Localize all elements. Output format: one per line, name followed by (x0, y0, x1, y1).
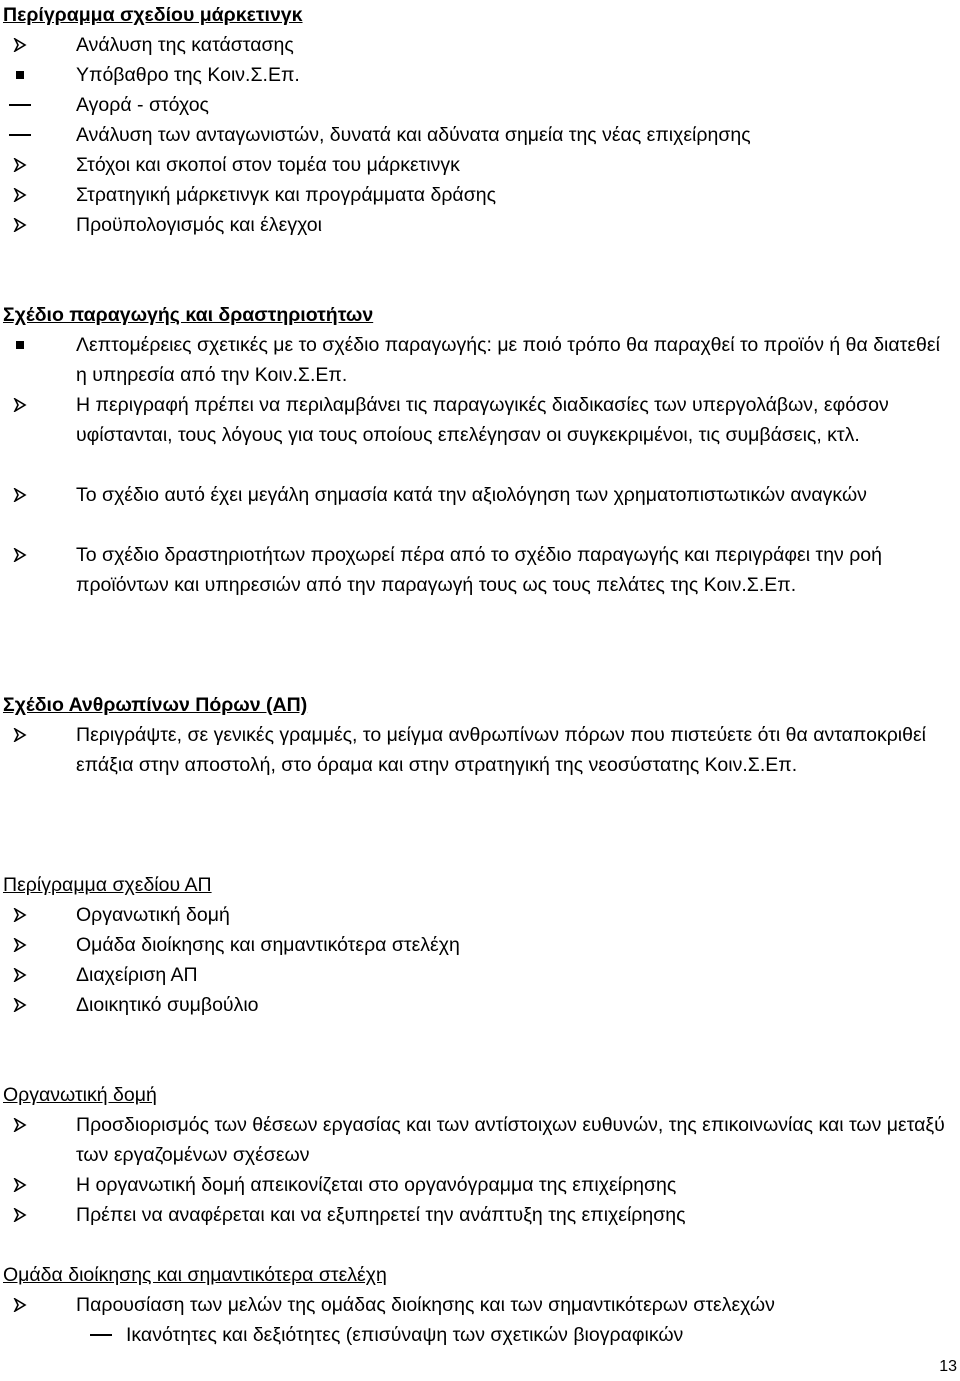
list-item-text: Η οργανωτική δομή απεικονίζεται στο οργανόγραμμα της επιχείρησης (76, 1174, 677, 1196)
arrow-bullet-icon (0, 900, 40, 930)
list-item (76, 960, 956, 990)
list-item (76, 540, 956, 600)
list-item (76, 1290, 956, 1320)
list-item-text: Στρατηγική μάρκετινγκ και προγράμματα δράσης (76, 184, 496, 206)
list-item-text: Διαχείριση ΑΠ (76, 964, 198, 986)
arrow-bullet-icon (0, 960, 40, 990)
list-item (76, 1200, 956, 1230)
list-item-text: Ανάλυση των ανταγωνιστών, δυνατά και αδύνατα σημεία της νέας επιχείρησης (76, 124, 751, 146)
list-item (76, 1170, 956, 1200)
square-bullet-icon (0, 60, 40, 90)
list-item-text: Υπόβαθρο της Κοιν.Σ.Επ. (76, 64, 300, 86)
list-item (76, 1110, 956, 1170)
list-item (76, 210, 956, 240)
list-item-sub (126, 1320, 956, 1350)
arrow-bullet-icon (0, 480, 40, 510)
list-item-text: Το σχέδιο αυτό έχει μεγάλη σημασία κατά την αξιολόγηση των χρηματοπιστωτικών αναγκών (76, 484, 867, 506)
list-item-text: Αγορά - στόχος (76, 94, 209, 116)
list-item-text: Οργανωτική δομή (76, 904, 230, 926)
arrow-bullet-icon (0, 1200, 40, 1230)
arrow-bullet-icon (0, 930, 40, 960)
list-item-text: Το σχέδιο δραστηριοτήτων προχωρεί πέρα από το σχέδιο παραγωγής και περιγράφει την ροή προϊόντων και υπηρεσιών από την παραγωγή τους ως τους πελάτες της Κοιν.Σ.Επ. (76, 544, 882, 596)
list-item (76, 30, 956, 60)
list-item-text: Ανάλυση της κατάστασης (76, 34, 294, 56)
arrow-bullet-icon (0, 720, 40, 750)
section-heading-marketing-outline: Περίγραμμα σχεδίου μάρκετινγκ (3, 4, 303, 26)
list-item (76, 180, 956, 210)
section-heading-org-structure: Οργανωτική δομή (3, 1084, 157, 1106)
arrow-bullet-icon (0, 1110, 40, 1140)
arrow-bullet-icon (0, 1170, 40, 1200)
section-heading-hr-outline: Περίγραμμα σχεδίου ΑΠ (3, 874, 212, 896)
list-item-text: Προϋπολογισμός και έλεγχοι (76, 214, 322, 236)
section-heading-hr-plan: Σχέδιο Ανθρωπίνων Πόρων (ΑΠ) (3, 694, 308, 716)
arrow-bullet-icon (0, 540, 40, 570)
list-item (76, 990, 956, 1020)
list-item (76, 720, 956, 780)
list-item-text: Περιγράψτε, σε γενικές γραμμές, το μείγμα ανθρωπίνων πόρων που πιστεύετε ότι θα ανταποκριθεί επάξια στην αποστολή, στο όραμα και στην στρατηγική της νεοσύστατης Κοιν.Σ.Επ. (76, 724, 926, 776)
list-item-text: Ικανότητες και δεξιότητες (επισύναψη των σχετικών βιογραφικών (126, 1324, 684, 1346)
list-item (76, 330, 956, 390)
list-item (76, 480, 956, 510)
arrow-bullet-icon (0, 390, 40, 420)
arrow-bullet-icon (0, 30, 40, 60)
list-item (76, 120, 956, 150)
list-item-text: Ομάδα διοίκησης και σημαντικότερα στελέχη (76, 934, 460, 956)
list-item-text: Παρουσίαση των μελών της ομάδας διοίκησης και των σημαντικότερων στελεχών (76, 1294, 775, 1316)
arrow-bullet-icon (0, 150, 40, 180)
page-number: 13 (939, 1358, 957, 1375)
arrow-bullet-icon (0, 990, 40, 1020)
section-heading-production-plan: Σχέδιο παραγωγής και δραστηριοτήτων (3, 304, 374, 326)
dash-bullet-icon (0, 90, 40, 120)
list-item-text: Η περιγραφή πρέπει να περιλαμβάνει τις παραγωγικές διαδικασίες των υπεργολάβων, εφόσον υφίστανται, τους λόγους για τους οποίους επελέγησαν οι συγκεκριμένοι, τις συμβάσεις, κτλ. (76, 394, 889, 446)
dash-bullet-icon (0, 120, 40, 150)
list-item-text: Λεπτομέρειες σχετικές με το σχέδιο παραγωγής: με ποιό τρόπο θα παραχθεί το προϊόν ή θα διατεθεί η υπηρεσία από την Κοιν.Σ.Επ. (76, 334, 940, 386)
square-bullet-icon (0, 330, 40, 360)
dash-bullet-icon (86, 1320, 116, 1350)
list-item (76, 930, 956, 960)
list-item (76, 390, 956, 450)
list-item-text: Διοικητικό συμβούλιο (76, 994, 259, 1016)
list-item (76, 60, 956, 90)
arrow-bullet-icon (0, 210, 40, 240)
list-item-text: Προσδιορισμός των θέσεων εργασίας και των αντίστοιχων ευθυνών, της επικοινωνίας και των μεταξύ των εργαζομένων σχέσεων (76, 1114, 945, 1166)
list-item (76, 90, 956, 120)
list-item (76, 150, 956, 180)
arrow-bullet-icon (0, 1290, 40, 1320)
list-item-text: Στόχοι και σκοποί στον τομέα του μάρκετινγκ (76, 154, 460, 176)
arrow-bullet-icon (0, 180, 40, 210)
section-heading-management-team: Ομάδα διοίκησης και σημαντικότερα στελέχη (3, 1264, 387, 1286)
list-item (76, 900, 956, 930)
list-item-text: Πρέπει να αναφέρεται και να εξυπηρετεί την ανάπτυξη της επιχείρησης (76, 1204, 686, 1226)
